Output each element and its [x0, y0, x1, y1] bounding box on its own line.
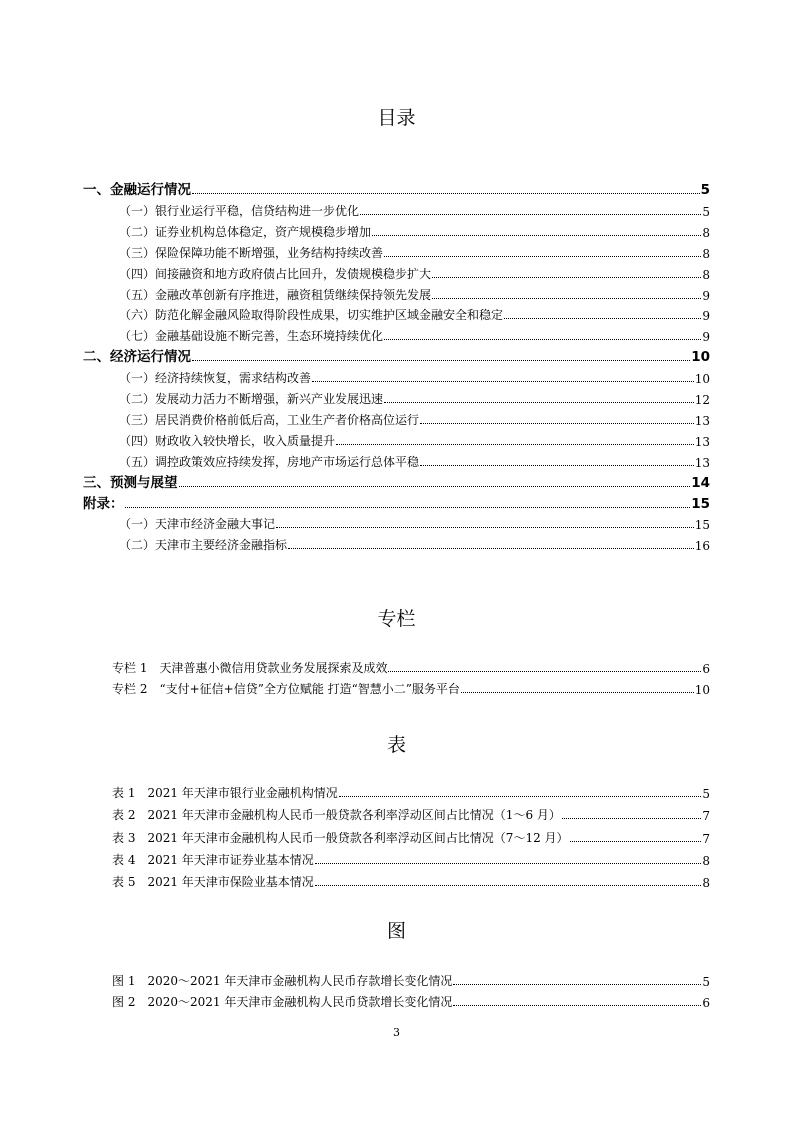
toc-entry[interactable] — [119, 452, 710, 470]
toc-entry[interactable] — [119, 201, 710, 219]
toc-entry-page: 15 — [691, 495, 710, 512]
dot-leader — [339, 796, 702, 797]
toc-entry-page: 10 — [694, 372, 710, 387]
dot-leader — [570, 841, 702, 842]
figure-entry-page: 5 — [702, 975, 710, 989]
tables-title: 表 — [386, 734, 406, 756]
toc-title: 目录 — [377, 107, 416, 129]
column-entry[interactable] — [112, 679, 710, 697]
figure-entry-label: 图 2 2020～2021 年天津市金融机构人民币贷款增长变化情况 — [112, 995, 453, 1009]
toc-entry[interactable] — [119, 431, 710, 449]
toc-entry-label: （二）发展动力活力不断增强，新兴产业发展迅速 — [119, 392, 384, 406]
table-entry-label: 表 3 2021 年天津市金融机构人民币一般贷款各利率浮动区间占比情况（7～12 月） — [112, 830, 569, 845]
table-entry[interactable] — [112, 783, 710, 801]
toc-entry-label: （一）天津市经济金融大事记 — [119, 517, 276, 532]
column-entry-page: 10 — [694, 683, 710, 697]
toc-entry-label: （四）财政收入较快增长，收入质量提升 — [119, 433, 336, 448]
toc-entry-page: 5 — [700, 182, 710, 198]
table-entry-page: 8 — [702, 876, 710, 891]
dot-leader — [420, 465, 694, 466]
table-entry-page: 8 — [702, 853, 710, 868]
toc-entry-label: （五）调控政策效应持续发挥，房地产市场运行总体平稳 — [119, 454, 420, 469]
dot-leader — [432, 277, 701, 278]
toc-entry-page: 5 — [702, 204, 710, 219]
toc-entry[interactable] — [83, 494, 710, 512]
toc-entry-page: 16 — [694, 539, 710, 554]
dot-leader — [315, 885, 702, 886]
dot-leader — [192, 193, 700, 194]
dot-leader — [372, 235, 701, 236]
toc-entry[interactable] — [83, 473, 710, 491]
table-entry-page: 7 — [702, 831, 710, 846]
table-entry-label: 表 4 2021 年天津市证券业基本情况 — [112, 852, 314, 867]
toc-entry-page: 9 — [702, 330, 710, 345]
table-entry-label: 表 5 2021 年天津市保险业基本情况 — [112, 875, 314, 890]
table-entry-page: 7 — [702, 809, 710, 824]
toc-entry-page: 13 — [694, 413, 710, 428]
dot-leader — [179, 486, 691, 487]
toc-entry[interactable] — [119, 514, 710, 532]
toc-entry-label: （一）经济持续恢复，需求结构改善 — [119, 371, 312, 386]
toc-entry[interactable] — [119, 305, 710, 323]
dot-leader — [336, 444, 694, 445]
table-entry[interactable] — [112, 805, 710, 823]
dot-leader — [461, 692, 694, 693]
toc-entry-label: （一）银行业运行平稳，信贷结构进一步优化 — [119, 203, 360, 218]
toc-entry-page: 9 — [702, 288, 710, 303]
toc-entry[interactable] — [83, 347, 710, 365]
figure-entry-label: 图 1 2020～2021 年天津市金融机构人民币存款增长变化情况 — [112, 974, 453, 988]
figure-entry[interactable] — [112, 992, 710, 1010]
page-number: 3 — [393, 1026, 400, 1039]
column-entry[interactable] — [112, 658, 710, 676]
table-entry-page: 5 — [702, 787, 710, 801]
toc-entry[interactable] — [119, 243, 710, 261]
toc-entry-label: （二）证券业机构总体稳定，资产规模稳步增加 — [119, 224, 372, 239]
table-entry[interactable] — [112, 850, 710, 868]
column-entry-page: 6 — [702, 662, 710, 676]
toc-entry[interactable] — [119, 389, 710, 407]
toc-entry-label: （二）天津市主要经济金融指标 — [119, 538, 288, 553]
toc-entry-page: 14 — [691, 474, 710, 491]
toc-entry-label: （七）金融基础设施不断完善，生态环境持续优化 — [119, 329, 384, 344]
toc-entry-label: （四）间接融资和地方政府债占比回升，发债规模稳步扩大 — [119, 266, 432, 281]
dot-leader — [432, 298, 701, 299]
dot-leader — [453, 984, 701, 985]
toc-entry-page: 9 — [702, 309, 710, 324]
toc-entry[interactable] — [119, 326, 710, 344]
dot-leader — [384, 339, 701, 340]
figures-title: 图 — [386, 920, 406, 942]
toc-entry[interactable] — [119, 535, 710, 553]
toc-entry[interactable] — [83, 180, 710, 198]
toc-entry-label: （五）金融改革创新有序推进，融资租赁继续保持领先发展 — [119, 287, 432, 302]
toc-entry-label: 二、经济运行情况 — [83, 349, 191, 366]
toc-entry[interactable] — [119, 410, 710, 428]
toc-entry[interactable] — [119, 368, 710, 386]
dot-leader — [315, 863, 702, 864]
dot-leader — [276, 527, 694, 528]
toc-entry-label: （三）保险保障功能不断增强，业务结构持续改善 — [119, 245, 384, 260]
dot-leader — [125, 507, 691, 508]
toc-entry-label: 一、金融运行情况 — [83, 182, 191, 198]
dot-leader — [384, 256, 701, 257]
dot-leader — [312, 381, 694, 382]
dot-leader — [504, 318, 701, 319]
toc-entry-label: 三、预测与展望 — [83, 474, 178, 491]
toc-entry-label: 附录： — [83, 495, 124, 512]
dot-leader — [388, 671, 701, 672]
toc-entry-page: 8 — [702, 225, 710, 240]
columns-title: 专栏 — [377, 608, 416, 630]
dot-leader — [192, 360, 690, 361]
table-entry[interactable] — [112, 872, 710, 890]
figure-entry[interactable] — [112, 971, 710, 989]
table-entry[interactable] — [112, 828, 710, 846]
dot-leader — [453, 1005, 701, 1006]
toc-entry[interactable] — [119, 222, 710, 240]
column-entry-label: 专栏 2 “支付+征信+信贷”全方位赋能 打造“智慧小二”服务平台 — [112, 682, 460, 696]
dot-leader — [288, 548, 694, 549]
toc-entry-label: （六）防范化解金融风险取得阶段性成果，切实维护区域金融安全和稳定 — [119, 308, 504, 323]
toc-entry-page: 8 — [702, 246, 710, 261]
dot-leader — [420, 423, 694, 424]
dot-leader — [562, 818, 701, 819]
toc-entry[interactable] — [119, 285, 710, 303]
toc-entry-page: 13 — [694, 455, 710, 470]
table-entry-label: 表 1 2021 年天津市银行业金融机构情况 — [112, 786, 338, 800]
toc-entry-page: 13 — [694, 434, 710, 449]
toc-entry-page: 15 — [694, 518, 710, 533]
figure-entry-page: 6 — [702, 996, 710, 1010]
table-entry-label: 表 2 2021 年天津市金融机构人民币一般贷款各利率浮动区间占比情况（1～6 月） — [112, 808, 561, 823]
column-entry-label: 专栏 1 天津普惠小微信用贷款业务发展探索及成效 — [112, 661, 388, 675]
dot-leader — [384, 402, 694, 403]
toc-entry[interactable] — [119, 264, 710, 282]
dot-leader — [360, 214, 701, 215]
toc-entry-page: 10 — [691, 349, 710, 366]
toc-entry-page: 12 — [694, 393, 710, 407]
toc-entry-page: 8 — [702, 267, 710, 282]
toc-entry-label: （三）居民消费价格前低后高，工业生产者价格高位运行 — [119, 412, 420, 427]
